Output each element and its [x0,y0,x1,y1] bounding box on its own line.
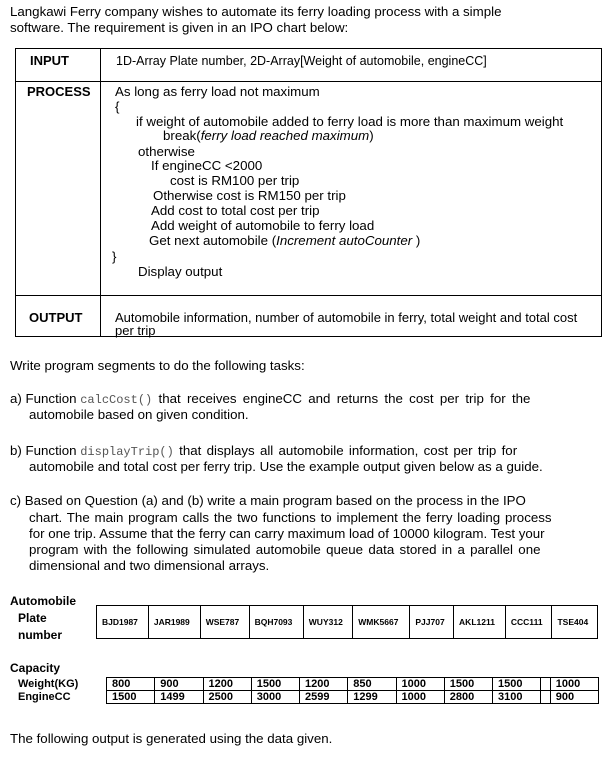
engine-row [15,691,599,704]
task-a [10,391,530,407]
process-next-note: Increment autoCounter [276,233,413,248]
engine-cell: 1499 [155,691,203,704]
task-c-line-1: c) Based on Question (a) and (b) write a main program based on the process in the IPO [10,493,526,508]
process-break-note: ferry load reached maximum [200,128,370,143]
plate-label-2: Plate [18,611,47,625]
weight-cell: 1500 [444,678,492,691]
task-b-rest: that displays all automobile information, cost per trip for [173,443,518,458]
engine-cell: 1299 [348,691,396,704]
plate-cell: WMK5667 [353,606,410,639]
weight-cell: 1000 [550,678,598,691]
task-b-line-2: automobile and total cost per ferry trip. Use the example output given below as a guide. [29,459,543,474]
process-next-close: ) [412,233,421,248]
process-line: { [115,99,120,114]
weight-cell: 1200 [203,678,251,691]
intro-line-1: Langkawi Ferry company wishes to automate its ferry loading process with a simple [10,4,502,19]
plate-cell: BQH7093 [249,606,303,639]
plate-label-3: number [18,628,63,642]
weight-cell: 1500 [493,678,541,691]
task-c-line-4: program with the following simulated automobile queue data stored in a parallel one [29,542,541,557]
input-label: INPUT [30,53,69,68]
engine-cell [541,691,550,704]
process-line: cost is RM100 per trip [170,173,300,188]
process-break: break( [163,128,201,143]
weight-cell: 900 [155,678,203,691]
plate-cell: BJD1987 [97,606,149,639]
task-c-line-2: chart. The main program calls the two functions to implement the ferry loading process [29,510,552,525]
plate-cell: WSE787 [200,606,249,639]
ipo-column-divider [100,48,101,337]
process-label: PROCESS [27,84,91,99]
plate-row [97,606,598,639]
weight-cell: 1000 [396,678,444,691]
plate-cell: TSE404 [552,606,598,639]
process-break-close: ) [369,128,374,143]
process-next: Get next automobile ( [149,233,277,248]
engine-label: EngineCC [18,691,71,703]
task-a-code: calcCost() [80,393,153,407]
engine-cell: 3000 [251,691,299,704]
weight-cell [541,678,550,691]
weight-cell: 800 [107,678,155,691]
process-line: if weight of automobile added to ferry load is more than maximum weight [136,114,564,129]
capacity-label: Capacity [10,661,61,675]
task-a-prefix: a) Function [10,391,81,406]
process-line: Otherwise cost is RM150 per trip [153,188,346,203]
plate-cell: PJJ707 [410,606,454,639]
plate-cell: WUY312 [303,606,353,639]
footer-text: The following output is generated using the data given. [10,731,333,746]
engine-cell: 3100 [493,691,541,704]
output-text-2: per trip [115,323,156,338]
process-line: If engineCC <2000 [151,158,263,173]
task-a-line-2: automobile based on given condition. [29,407,249,422]
weight-cell: 1200 [300,678,348,691]
process-line: Display output [138,264,223,279]
engine-cell: 1000 [396,691,444,704]
ipo-divider-process [15,295,602,296]
ipo-divider-input [15,81,602,82]
capacity-table [15,677,599,704]
task-a-rest: that receives engineCC and returns the cost per trip for the [152,391,531,406]
process-line: otherwise [138,144,195,159]
output-text: Automobile information, number of automobile in ferry, total weight and total cost [115,310,578,325]
process-line: Add cost to total cost per trip [151,203,320,218]
input-text: 1D-Array Plate number, 2D-Array[Weight of automobile, engineCC] [116,54,487,68]
plate-cell: JAR1989 [148,606,200,639]
engine-cell: 1500 [107,691,155,704]
process-line [149,233,420,248]
process-line [163,128,374,143]
process-line: Add weight of automobile to ferry load [151,218,375,233]
task-c-line-3: for one trip. Assume that the ferry can carry maximum load of 10000 kilogram. Test your [29,526,545,541]
plate-cell: AKL1211 [454,606,506,639]
weight-label: Weight(KG) [18,678,79,690]
engine-cell: 2800 [444,691,492,704]
process-line: } [112,249,117,264]
task-c-line-5: dimensional and two dimensional arrays. [29,558,270,573]
plate-table [96,605,598,639]
plate-label-1: Automobile [10,594,76,608]
weight-row [15,678,599,691]
plate-cell: CCC111 [505,606,552,639]
intro-line-2: software. The requirement is given in an IPO chart below: [10,20,349,35]
weight-cell: 850 [348,678,396,691]
weight-cell: 1500 [251,678,299,691]
tasks-intro: Write program segments to do the following tasks: [10,358,305,373]
process-line: As long as ferry load not maximum [115,84,320,99]
engine-cell: 900 [550,691,598,704]
engine-cell: 2500 [203,691,251,704]
engine-cell: 2599 [300,691,348,704]
task-b-code: displayTrip() [80,445,174,459]
output-label: OUTPUT [29,310,83,325]
task-b [10,443,517,459]
task-b-prefix: b) Function [10,443,81,458]
